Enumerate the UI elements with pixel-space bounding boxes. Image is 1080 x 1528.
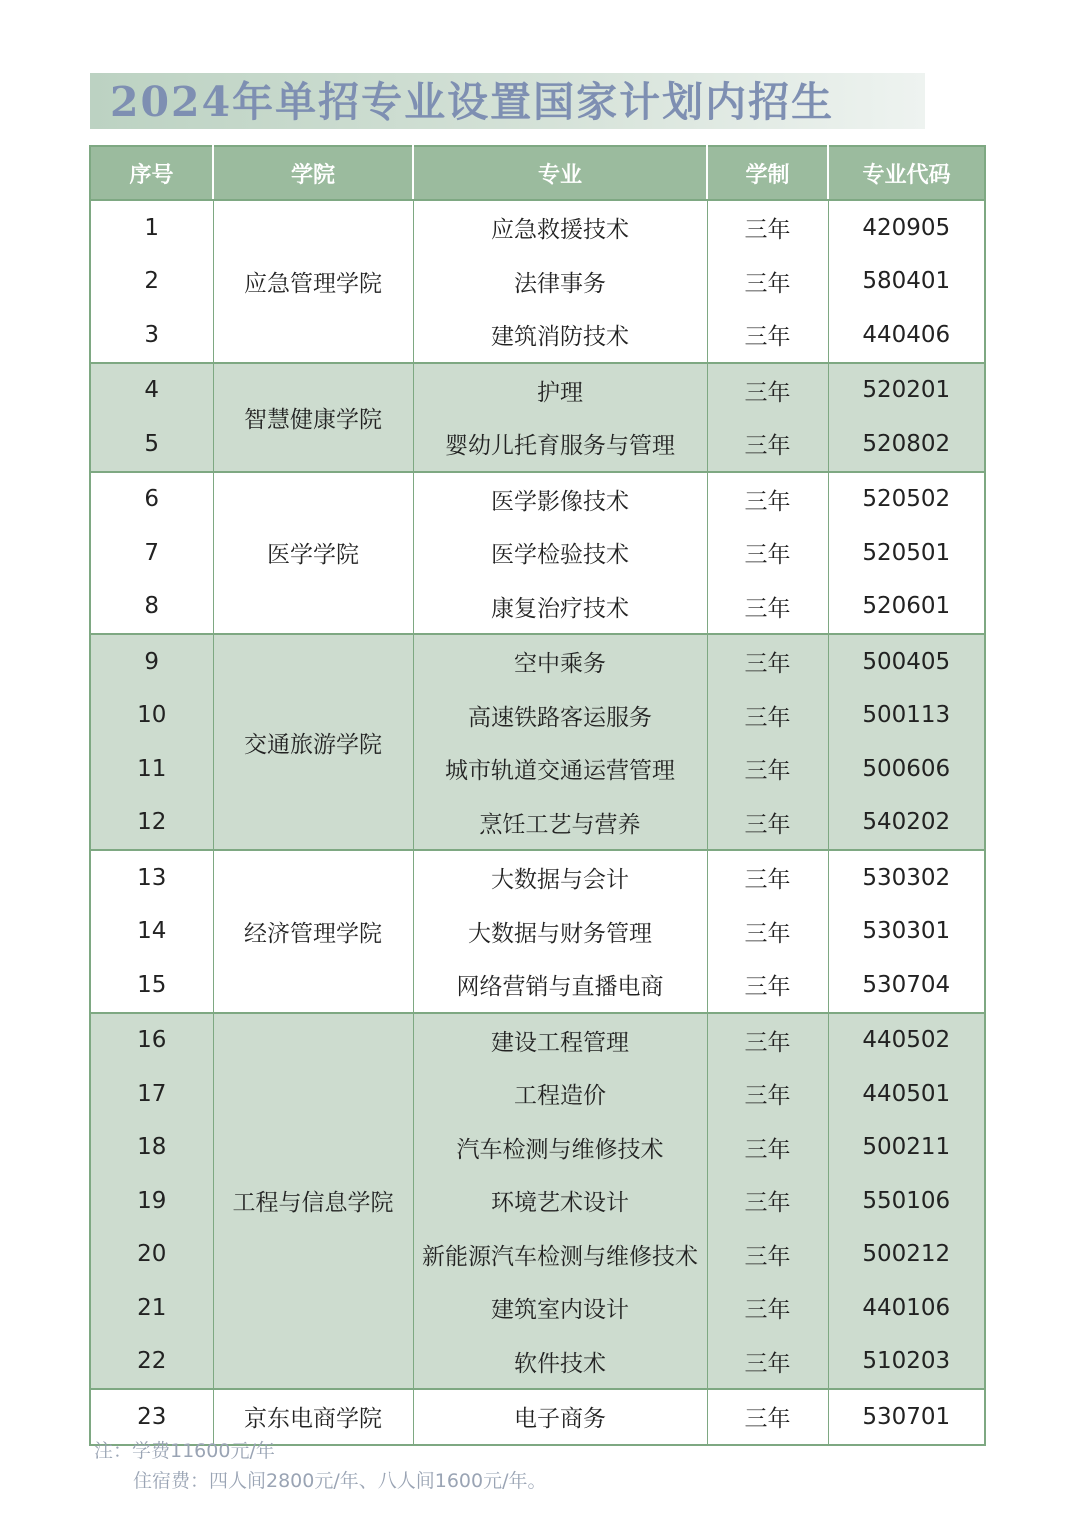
note-accommodation: 住宿费：四人间2800元/年、八人间1600元/年。: [133, 1470, 547, 1492]
major-name: 汽车检测与维修技术: [413, 1121, 707, 1175]
major-code: 520501: [828, 526, 985, 580]
college-name: 医学学院: [213, 472, 413, 635]
table-header: [90, 146, 985, 200]
header-row: [90, 146, 985, 200]
college-name: 智慧健康学院: [213, 363, 413, 472]
major-code: 440501: [828, 1067, 985, 1121]
row-number: 7: [144, 539, 160, 566]
header-no: 序号: [90, 146, 213, 200]
major-name: 网络营销与直播电商: [413, 958, 707, 1013]
study-duration: 三年: [707, 1228, 828, 1282]
major-name: 环境艺术设计: [413, 1174, 707, 1228]
study-duration: 三年: [707, 1174, 828, 1228]
study-duration: 三年: [707, 1121, 828, 1175]
row-number: 13: [137, 864, 167, 891]
major-code: 520802: [828, 417, 985, 472]
major-name: 烹饪工艺与营养: [413, 796, 707, 851]
major-code: 550106: [828, 1174, 985, 1228]
college-group: [90, 200, 985, 363]
study-duration: 三年: [707, 1335, 828, 1390]
major-name: 建筑消防技术: [413, 308, 707, 363]
study-duration: 三年: [707, 472, 828, 527]
college-name: 京东电商学院: [213, 1389, 413, 1445]
major-name: 工程造价: [413, 1067, 707, 1121]
row-number: 1: [144, 214, 160, 241]
college-name: 交通旅游学院: [213, 634, 413, 850]
row-number: 16: [137, 1027, 167, 1054]
row-number: 9: [144, 648, 160, 675]
major-name: 大数据与会计: [413, 850, 707, 905]
major-code: 540202: [828, 796, 985, 851]
study-duration: 三年: [707, 255, 828, 309]
major-code: 420905: [828, 200, 985, 255]
row-number: 17: [137, 1080, 167, 1107]
major-code: 440406: [828, 308, 985, 363]
study-duration: 三年: [707, 308, 828, 363]
study-duration: 三年: [707, 850, 828, 905]
major-code: 520601: [828, 580, 985, 635]
study-duration: 三年: [707, 1281, 828, 1335]
row-number: 11: [137, 755, 167, 782]
table-row: [90, 363, 985, 418]
major-name: 空中乘务: [413, 634, 707, 689]
major-code: 500606: [828, 742, 985, 796]
row-number: 10: [137, 702, 167, 729]
row-number: 4: [144, 377, 160, 404]
row-number: 6: [144, 486, 160, 513]
study-duration: 三年: [707, 689, 828, 743]
major-code: 440106: [828, 1281, 985, 1335]
college-group: [90, 472, 985, 635]
row-number: 2: [144, 268, 160, 295]
study-duration: 三年: [707, 1389, 828, 1445]
row-number: 14: [137, 918, 167, 945]
row-number: 21: [137, 1294, 167, 1321]
college-name: 应急管理学院: [213, 200, 413, 363]
college-group: [90, 850, 985, 1013]
major-name: 城市轨道交通运营管理: [413, 742, 707, 796]
table-row: [90, 200, 985, 255]
row-number: 12: [137, 809, 167, 836]
row-number: 8: [144, 593, 160, 620]
major-code: 530301: [828, 905, 985, 959]
major-code: 530302: [828, 850, 985, 905]
study-duration: 三年: [707, 1067, 828, 1121]
major-code: 500211: [828, 1121, 985, 1175]
major-name: 医学检验技术: [413, 526, 707, 580]
major-code: 500212: [828, 1228, 985, 1282]
major-name: 电子商务: [413, 1389, 707, 1445]
majors-table: [89, 145, 986, 1446]
college-name: 工程与信息学院: [213, 1013, 413, 1390]
study-duration: 三年: [707, 417, 828, 472]
study-duration: 三年: [707, 200, 828, 255]
table-row: [90, 634, 985, 689]
major-name: 康复治疗技术: [413, 580, 707, 635]
row-number: 3: [144, 321, 160, 348]
major-code: 530704: [828, 958, 985, 1013]
major-code: 500113: [828, 689, 985, 743]
major-code: 510203: [828, 1335, 985, 1390]
major-code: 580401: [828, 255, 985, 309]
major-name: 大数据与财务管理: [413, 905, 707, 959]
row-number: 15: [137, 971, 167, 998]
major-code: 520502: [828, 472, 985, 527]
study-duration: 三年: [707, 634, 828, 689]
study-duration: 三年: [707, 905, 828, 959]
major-name: 应急救援技术: [413, 200, 707, 255]
study-duration: 三年: [707, 526, 828, 580]
note-tuition: 注：学费11600元/年: [94, 1440, 275, 1462]
college-name: 经济管理学院: [213, 850, 413, 1013]
major-name: 建设工程管理: [413, 1013, 707, 1068]
major-code: 440502: [828, 1013, 985, 1068]
major-code: 500405: [828, 634, 985, 689]
row-number: 19: [137, 1187, 167, 1214]
table-row: [90, 850, 985, 905]
header-code: 专业代码: [828, 146, 985, 200]
major-name: 软件技术: [413, 1335, 707, 1390]
header-major: 专业: [413, 146, 707, 200]
row-number: 23: [137, 1403, 167, 1430]
row-number: 18: [137, 1134, 167, 1161]
major-name: 新能源汽车检测与维修技术: [413, 1228, 707, 1282]
major-name: 高速铁路客运服务: [413, 689, 707, 743]
college-group: [90, 1013, 985, 1390]
major-code: 520201: [828, 363, 985, 418]
row-number: 5: [144, 430, 160, 457]
header-college: 学院: [213, 146, 413, 200]
study-duration: 三年: [707, 580, 828, 635]
header-duration: 学制: [707, 146, 828, 200]
page-title: 2024年单招专业设置国家计划内招生: [110, 78, 835, 126]
college-group: [90, 634, 985, 850]
major-name: 法律事务: [413, 255, 707, 309]
study-duration: 三年: [707, 796, 828, 851]
study-duration: 三年: [707, 363, 828, 418]
study-duration: 三年: [707, 1013, 828, 1068]
table-row: [90, 1013, 985, 1068]
major-name: 婴幼儿托育服务与管理: [413, 417, 707, 472]
major-name: 医学影像技术: [413, 472, 707, 527]
row-number: 20: [137, 1241, 167, 1268]
major-name: 建筑室内设计: [413, 1281, 707, 1335]
major-name: 护理: [413, 363, 707, 418]
major-code: 530701: [828, 1389, 985, 1445]
table-row: [90, 472, 985, 527]
study-duration: 三年: [707, 742, 828, 796]
college-group: [90, 363, 985, 472]
study-duration: 三年: [707, 958, 828, 1013]
row-number: 22: [137, 1348, 167, 1375]
